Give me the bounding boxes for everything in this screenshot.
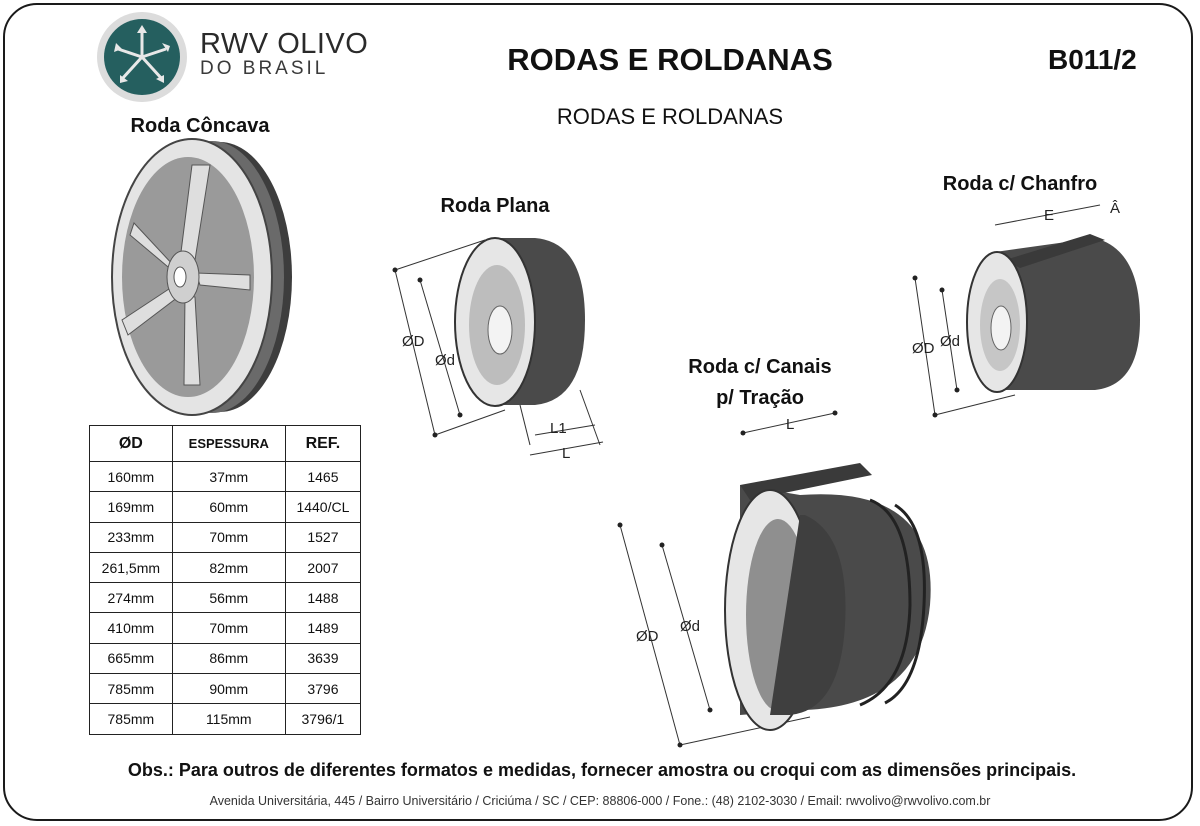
cell-ref: 3639 [285, 643, 360, 673]
cell-diameter: 410mm [90, 613, 173, 643]
obs-note: Obs.: Para outros de diferentes formatos e medidas, fornecer amostra ou croqui com as dimensões principais. [127, 760, 1077, 780]
table-header-row [90, 426, 361, 462]
cell-ref: 2007 [285, 552, 360, 582]
page-title: RODAS E ROLDANAS [507, 42, 833, 77]
logo-arrows-icon [104, 19, 180, 95]
col-header-ref: REF. [285, 426, 360, 462]
table-row [90, 462, 361, 492]
canais-dim-L: L [786, 416, 795, 433]
cell-espessura: 86mm [172, 643, 285, 673]
table-row [90, 492, 361, 522]
cell-ref: 1440/CL [285, 492, 360, 522]
cell-ref: 1488 [285, 583, 360, 613]
label-roda-canais-sub: p/ Tração [716, 387, 804, 409]
table-row [90, 674, 361, 704]
cell-espessura: 37mm [172, 462, 285, 492]
address-line: Avenida Universitária, 445 / Bairro Universitário / Criciúma / SC / CEP: 88806-000 / Fone.: (48) 2102-3030 / Email: rwvolivo@rwvolivo.com.br [209, 794, 991, 808]
cell-espessura: 70mm [172, 522, 285, 552]
roda-concava-image [100, 135, 300, 420]
cell-espessura: 115mm [172, 704, 285, 734]
table-row [90, 643, 361, 673]
label-roda-plana: Roda Plana [440, 195, 550, 217]
cell-diameter: 233mm [90, 522, 173, 552]
cell-ref: 3796 [285, 674, 360, 704]
cell-diameter: 785mm [90, 674, 173, 704]
brand-name: RWV OLIVO [200, 28, 369, 60]
spec-table [89, 425, 361, 735]
cell-espessura: 56mm [172, 583, 285, 613]
chanfro-dim-d: Ød [940, 333, 961, 350]
table-row [90, 522, 361, 552]
cell-diameter: 261,5mm [90, 552, 173, 582]
plana-dim-L: L [562, 445, 571, 462]
col-header-diameter: ØD [90, 426, 173, 462]
roda-plana-image [385, 230, 615, 470]
roda-canais-image [610, 405, 950, 750]
table-row [90, 552, 361, 582]
label-roda-concava: Roda Côncava [130, 115, 270, 137]
plana-dim-L1: L1 [550, 420, 567, 437]
table-row [90, 704, 361, 734]
canais-dim-D: ØD [636, 628, 659, 645]
canais-dim-d: Ød [680, 618, 701, 635]
cell-espessura: 60mm [172, 492, 285, 522]
table-row [90, 613, 361, 643]
chanfro-dim-E: E [1044, 207, 1055, 224]
cell-diameter: 169mm [90, 492, 173, 522]
roda-chanfro-image [905, 200, 1145, 425]
cell-ref: 1465 [285, 462, 360, 492]
cell-diameter: 785mm [90, 704, 173, 734]
cell-diameter: 274mm [90, 583, 173, 613]
label-roda-chanfro: Roda c/ Chanfro [942, 173, 1098, 195]
table-row [90, 583, 361, 613]
label-roda-canais: Roda c/ Canais [688, 356, 832, 378]
chanfro-dim-D: ØD [912, 340, 935, 357]
cell-espessura: 90mm [172, 674, 285, 704]
chanfro-dim-A: Â [1110, 200, 1121, 217]
cell-ref: 1527 [285, 522, 360, 552]
cell-diameter: 160mm [90, 462, 173, 492]
catalog-code: B011/2 [1048, 44, 1137, 75]
cell-espessura: 82mm [172, 552, 285, 582]
cell-diameter: 665mm [90, 643, 173, 673]
brand-subname: DO BRASIL [200, 58, 329, 79]
plana-dim-d: Ød [435, 352, 456, 369]
cell-espessura: 70mm [172, 613, 285, 643]
page-subtitle: RODAS E ROLDANAS [556, 104, 784, 129]
plana-dim-D: ØD [402, 333, 425, 350]
logo-mark [104, 19, 180, 95]
col-header-espessura: ESPESSURA [172, 426, 285, 462]
cell-ref: 3796/1 [285, 704, 360, 734]
cell-ref: 1489 [285, 613, 360, 643]
